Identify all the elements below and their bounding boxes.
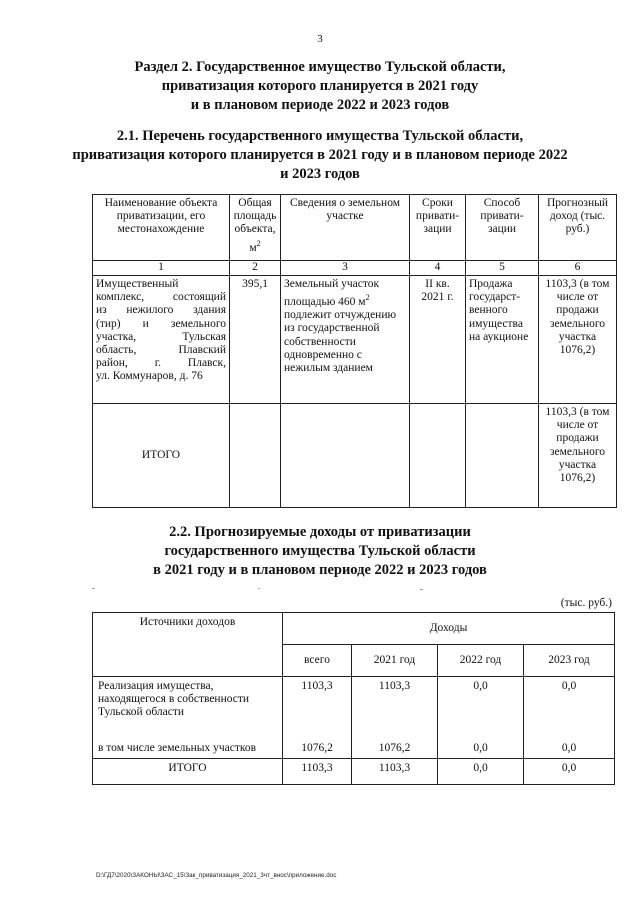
column-number: 1 <box>93 261 230 276</box>
header-cell: Доходы <box>283 613 615 645</box>
header-cell: Наименование объекта приватизации, его местонахождение <box>93 195 230 261</box>
column-number: 2 <box>230 261 281 276</box>
term-cell: II кв. 2021 г. <box>410 276 466 404</box>
empty-cell <box>281 404 410 508</box>
empty-cell <box>410 404 466 508</box>
value: 1103,3 <box>301 680 333 692</box>
area-cell: 395,1 <box>230 276 281 404</box>
value: 0,0 <box>473 680 488 692</box>
empty-cell <box>230 404 281 508</box>
total-row <box>93 759 615 785</box>
text-line: участка, Тульская <box>96 330 226 343</box>
method-cell: Продажа государст-венного имущества на аукционе <box>466 276 539 404</box>
value-cell <box>352 677 438 759</box>
subsection-title <box>80 523 560 580</box>
unit-label: (тыс. руб.) <box>560 597 612 609</box>
section-title-line: приватизация которого планируется в 2021 году <box>161 78 479 94</box>
text-line: из нежилого здания <box>96 304 226 317</box>
subsection-title-line: 2.2. Прогнозируемые доходы от приватизации <box>169 524 471 540</box>
value: 0,0 <box>473 742 488 754</box>
land-info-cell <box>281 276 410 404</box>
section-title-line: и в плановом периоде 2022 и 2023 годов <box>190 97 450 113</box>
header-cell-text: Общая площадь объекта, м <box>233 197 277 254</box>
text-line: область, Плавский <box>96 344 226 357</box>
total-label: ИТОГО <box>93 759 283 785</box>
subsection-title-line: и 2023 годов <box>280 166 360 182</box>
total-label: ИТОГО <box>93 404 230 508</box>
value: 1076,2 <box>301 742 333 754</box>
text-line: комплекс, состоящий <box>96 291 226 304</box>
value: 1103,3 <box>378 680 411 692</box>
superscript: 2 <box>365 293 370 303</box>
total-income-cell: 1103,3 (в том числе от продажи земельного участка 1076,2) <box>539 404 617 508</box>
subheader-cell: 2023 год <box>524 645 615 677</box>
income-table <box>92 612 615 785</box>
value: 0,0 <box>561 742 577 754</box>
value-cell <box>283 677 352 759</box>
scan-speck <box>420 589 423 590</box>
source-sublabel: в том числе земельных участков <box>98 742 257 754</box>
scan-speck <box>92 588 95 589</box>
value-cell <box>524 677 615 759</box>
column-number: 4 <box>410 261 466 276</box>
column-number: 5 <box>466 261 539 276</box>
subheader-cell: всего <box>283 645 352 677</box>
header-cell: Источники доходов <box>93 613 283 677</box>
object-name-cell <box>93 276 230 404</box>
value: 1103,3 <box>352 759 438 785</box>
value: 0,0 <box>438 759 524 785</box>
header-cell: Способ привати-зации <box>466 195 539 261</box>
source-label: Реализация имущества, находящегося в собственности Тульской области <box>98 680 250 719</box>
text-line: Имущественный <box>96 278 179 290</box>
land-info-text: Земельный участок площадью 460 м <box>284 278 380 309</box>
value: 1076,2 <box>378 742 411 754</box>
table-header-row <box>93 195 617 261</box>
section-title <box>80 58 560 115</box>
header-cell <box>230 195 281 261</box>
section-title-line: Раздел 2. Государственное имущество Тульской области, <box>134 59 506 75</box>
column-number: 3 <box>281 261 410 276</box>
subsection-title-line: 2.1. Перечень государственного имущества Тульской области, <box>116 128 524 144</box>
empty-cell <box>466 404 539 508</box>
superscript: 2 <box>256 238 261 248</box>
value-cell <box>438 677 524 759</box>
file-path-footer: D:\ГД7\2020\ЗАКОНЫ\ЗАС_15\Зак_приватизация_2021_3чт_внос\приложение.doc <box>96 872 337 879</box>
text-line: (тир) и земельного <box>96 317 226 330</box>
header-cell: Сроки привати-зации <box>410 195 466 261</box>
scan-speck <box>258 588 260 589</box>
income-cell: 1103,3 (в том числе от продажи земельного участка 1076,2) <box>539 276 617 404</box>
subheader-cell: 2021 год <box>352 645 438 677</box>
header-cell: Прогнозный доход (тыс. руб.) <box>539 195 617 261</box>
value: 0,0 <box>561 680 577 692</box>
property-table <box>92 194 617 508</box>
table-row <box>93 677 615 759</box>
subsection-title-line: приватизация которого планируется в 2021 году и в плановом периоде 2022 <box>72 147 568 163</box>
column-number: 6 <box>539 261 617 276</box>
total-row <box>93 404 617 508</box>
page-number: 3 <box>317 33 323 45</box>
text-line: ул. Коммунаров, д. 76 <box>96 370 203 383</box>
header-cell: Сведения о земельном участке <box>281 195 410 261</box>
value: 0,0 <box>524 759 615 785</box>
text-line: район, г. Плавск, <box>96 357 226 370</box>
source-cell <box>93 677 283 759</box>
subheader-cell: 2022 год <box>438 645 524 677</box>
subsection-title-line: в 2021 году и в плановом периоде 2022 и 2023 годов <box>153 562 487 578</box>
table-row <box>93 276 617 404</box>
land-info-text-rest: подлежит отчуждению из государственной собственности одновременно с нежилым зданием <box>284 309 397 375</box>
subsection-title <box>60 127 580 184</box>
value: 1103,3 <box>283 759 352 785</box>
column-number-row <box>93 261 617 276</box>
table-header-row <box>93 613 615 645</box>
subsection-title-line: государственного имущества Тульской области <box>164 543 476 559</box>
